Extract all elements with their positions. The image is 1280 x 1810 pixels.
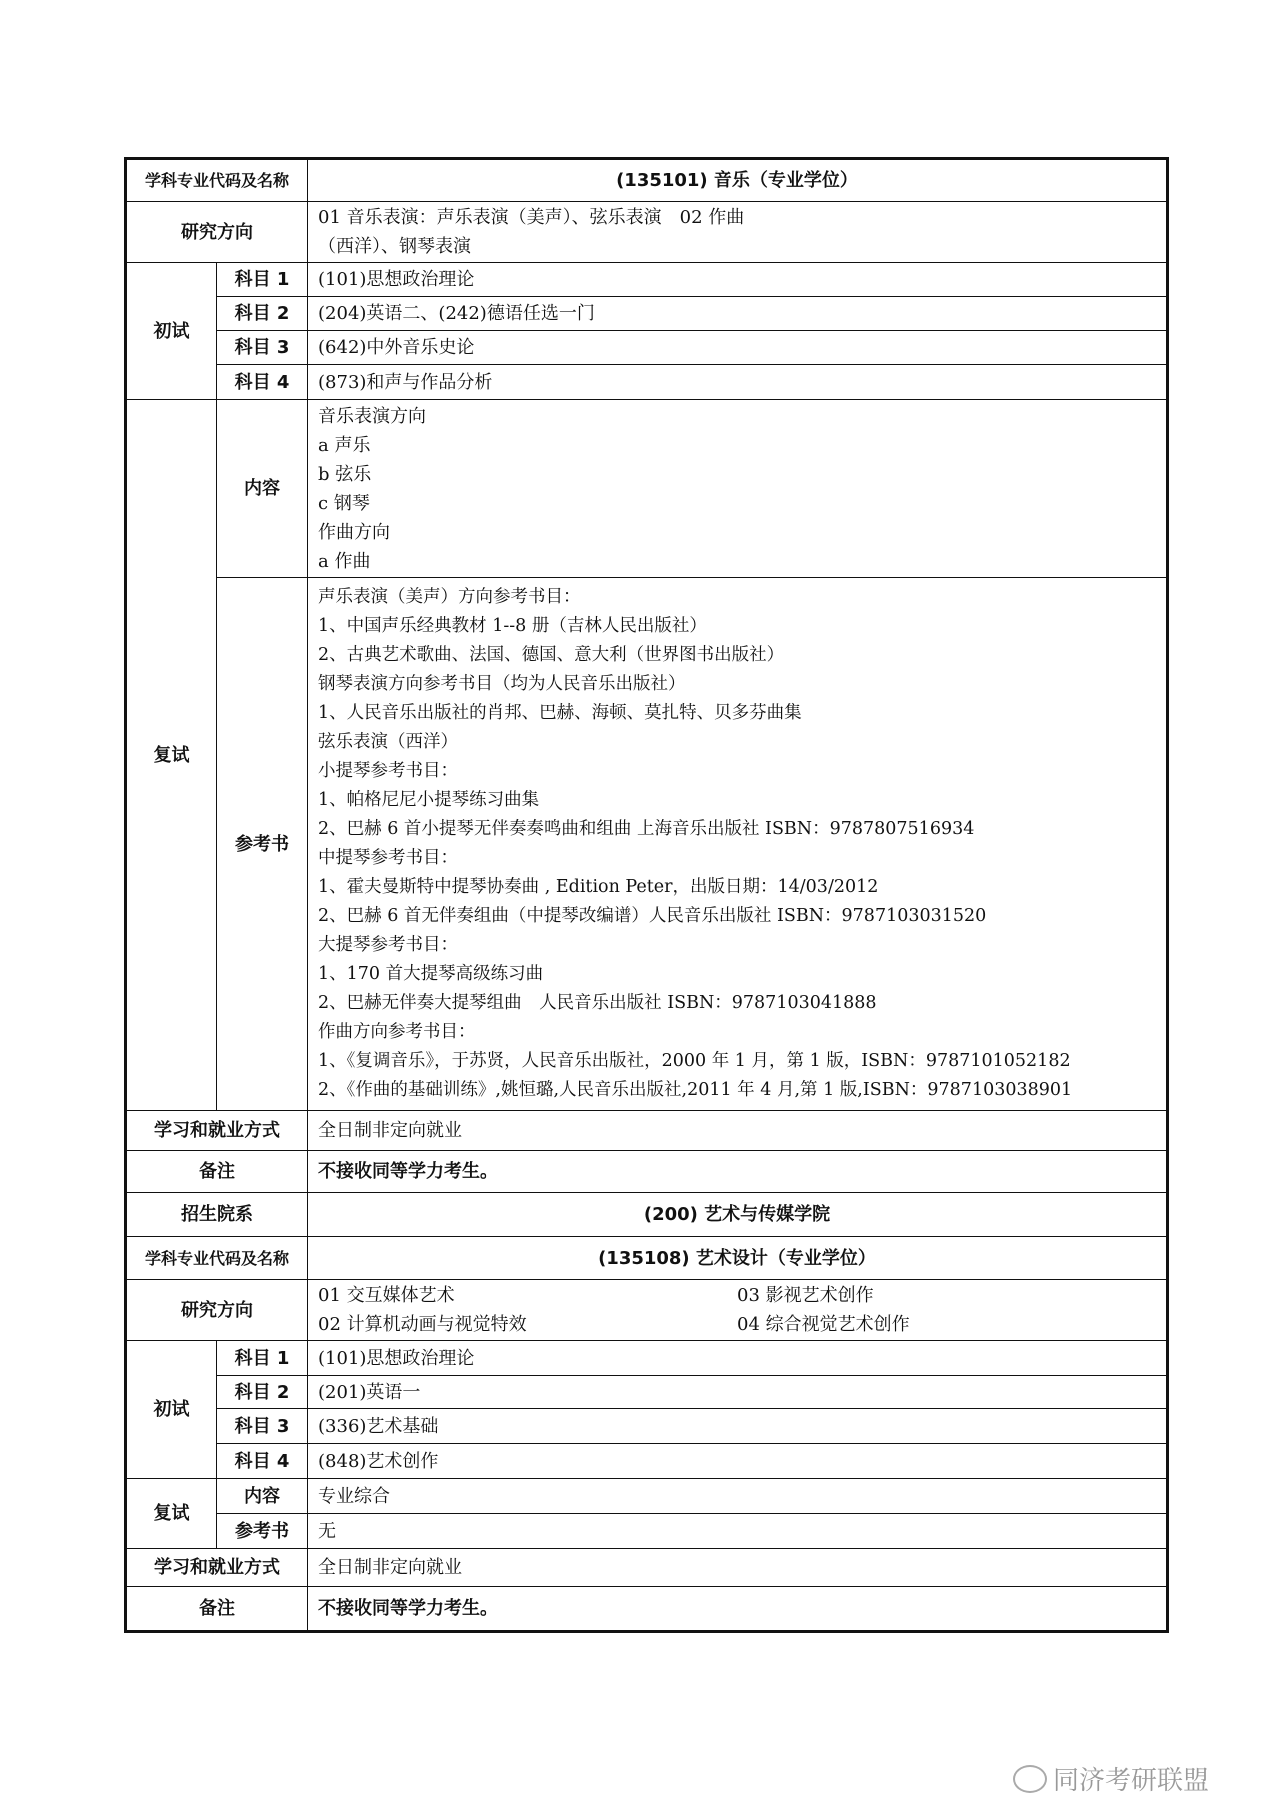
label-study-mode: 学习和就业方式 [126,1111,308,1151]
program2-title: (135108) 艺术设计（专业学位） [308,1237,1168,1280]
label-code-name: 学科专业代码及名称 [126,1237,308,1280]
text-line: a 声乐 [318,434,371,456]
label-refbooks: 参考书 [217,578,308,1111]
program1-title: (135101) 音乐（专业学位） [308,159,1168,202]
text-line: 1、中国声乐经典教材 1--8 册（吉林人民出版社） [318,616,707,636]
text-line: 2、《作曲的基础训练》,姚恒璐,人民音乐出版社,2011 年 4 月,第 1 版,ISBN：9787103038901 [318,1080,1073,1100]
text-line: 音乐表演方向 [318,405,427,427]
subject-value: (642)中外音乐史论 [308,331,1168,365]
direction-line: （西洋）、钢琴表演 [318,236,472,257]
direction-line: 03 影视艺术创作 [737,1285,874,1306]
program1-refbooks [308,578,1168,1111]
label-subject-3: 科目 3 [217,1409,308,1444]
subject-value: (204)英语二、(242)德语任选一门 [308,297,1168,331]
label-subject-1: 科目 1 [217,263,308,297]
text-line: 1、霍夫曼斯特中提琴协奏曲 , Edition Peter，出版日期：14/03/2012 [318,877,879,897]
text-line: 2、巴赫无伴奏大提琴组曲 人民音乐出版社 ISBN：9787103041888 [318,993,877,1013]
text-line: 作曲方向 [318,521,391,543]
program1-study-mode: 全日制非定向就业 [308,1111,1168,1151]
subject-value: (848)艺术创作 [308,1444,1168,1479]
label-content: 内容 [217,1479,308,1514]
watermark [1013,1760,1209,1797]
label-prelim: 初试 [126,263,217,400]
program1-directions [308,202,1168,263]
text-line: 1、帕格尼尼小提琴练习曲集 [318,790,540,810]
label-department: 招生院系 [126,1193,308,1237]
label-retest: 复试 [126,1479,217,1549]
text-line: 2、巴赫 6 首小提琴无伴奏奏鸣曲和组曲 上海音乐出版社 ISBN：9787807516934 [318,819,975,839]
text-line: b 弦乐 [318,463,372,485]
label-subject-3: 科目 3 [217,331,308,365]
program1-content [308,400,1168,578]
label-study-mode: 学习和就业方式 [126,1549,308,1587]
direction-line: 04 综合视觉艺术创作 [737,1314,910,1335]
text-line: 声乐表演（美声）方向参考书目： [318,587,581,607]
label-direction: 研究方向 [126,1280,308,1341]
label-retest: 复试 [126,400,217,1111]
direction-line: 02 计算机动画与视觉特效 [318,1314,527,1335]
admissions-table [124,157,1169,1633]
text-line: 1、170 首大提琴高级练习曲 [318,964,544,984]
text-line: 2、古典艺术歌曲、法国、德国、意大利（世界图书出版社） [318,645,785,665]
subject-value: (101)思想政治理论 [308,1341,1168,1376]
program2-study-mode: 全日制非定向就业 [308,1549,1168,1587]
program1-remarks: 不接收同等学力考生。 [308,1151,1168,1193]
text-line: c 钢琴 [318,492,370,514]
label-subject-1: 科目 1 [217,1341,308,1376]
direction-line: 01 音乐表演：声乐表演（美声）、弦乐表演 02 作曲 [318,207,745,228]
label-prelim: 初试 [126,1341,217,1479]
text-line: 1、人民音乐出版社的肖邦、巴赫、海顿、莫扎特、贝多芬曲集 [318,703,802,723]
label-content: 内容 [217,400,308,578]
subject-value: (873)和声与作品分析 [308,365,1168,400]
wechat-icon [1013,1765,1047,1793]
text-line: a 作曲 [318,550,371,572]
subject-value: (101)思想政治理论 [308,263,1168,297]
label-refbooks: 参考书 [217,1514,308,1549]
text-line: 大提琴参考书目： [318,935,459,955]
text-line: 2、巴赫 6 首无伴奏组曲（中提琴改编谱）人民音乐出版社 ISBN：9787103031520 [318,906,987,926]
label-remarks: 备注 [126,1151,308,1193]
watermark-text: 同济考研联盟 [1053,1766,1210,1796]
text-line: 弦乐表演（西洋） [318,732,459,752]
label-remarks: 备注 [126,1587,308,1632]
direction-line: 01 交互媒体艺术 [318,1285,455,1306]
label-direction: 研究方向 [126,202,308,263]
text-line: 小提琴参考书目： [318,761,459,781]
text-line: 中提琴参考书目： [318,848,459,868]
program2-content: 专业综合 [308,1479,1168,1514]
text-line: 1、《复调音乐》，于苏贤，人民音乐出版社，2000 年 1 月，第 1 版，ISBN：9787101052182 [318,1051,1071,1071]
label-subject-4: 科目 4 [217,1444,308,1479]
text-line: 作曲方向参考书目： [318,1022,476,1042]
label-subject-4: 科目 4 [217,365,308,400]
program2-directions [308,1280,1168,1341]
label-subject-2: 科目 2 [217,297,308,331]
program2-refbooks: 无 [308,1514,1168,1549]
label-subject-2: 科目 2 [217,1376,308,1409]
program2-remarks: 不接收同等学力考生。 [308,1587,1168,1632]
label-code-name: 学科专业代码及名称 [126,159,308,202]
subject-value: (336)艺术基础 [308,1409,1168,1444]
text-line: 钢琴表演方向参考书目（均为人民音乐出版社） [318,674,686,694]
department-value: (200) 艺术与传媒学院 [308,1193,1168,1237]
subject-value: (201)英语一 [308,1376,1168,1409]
